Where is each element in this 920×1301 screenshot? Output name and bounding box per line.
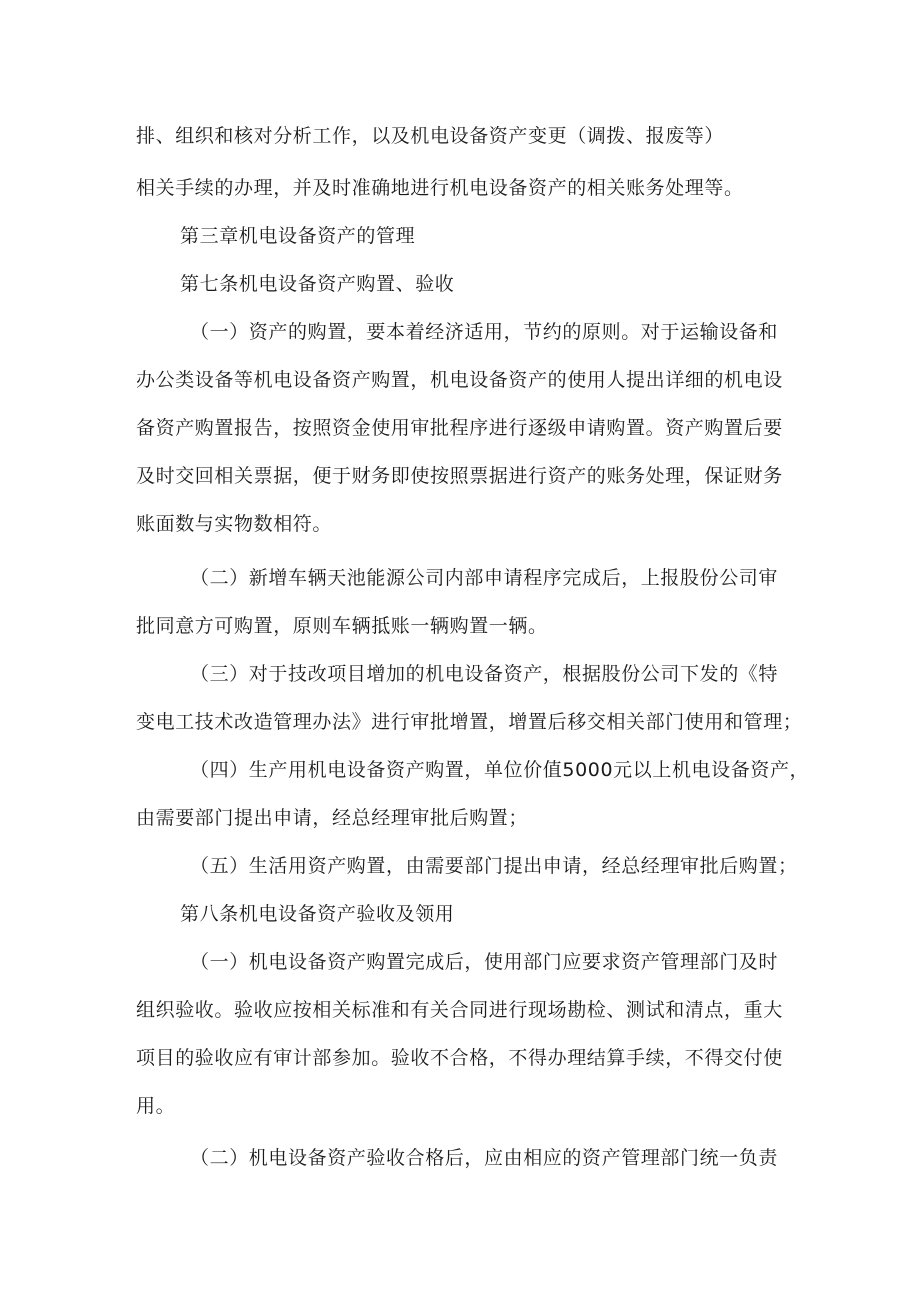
text-line: （四）生产用机电设备资产购置，单位价值5000元以上机电设备资产， — [190, 759, 810, 781]
text-line: 及时交回相关票据，便于财务即使按照票据进行资产的账务处理，保证财务 — [136, 465, 783, 487]
text-line: 批同意方可购置，原则车辆抵账一辆购置一辆。 — [136, 615, 548, 637]
text-line: 办公类设备等机电设备资产购置，机电设备资产的使用人提出详细的机电设 — [136, 369, 783, 391]
text-line: 排、组织和核对分析工作，以及机电设备资产变更（调拨、报废等） — [136, 125, 725, 147]
text-line: 由需要部门提出申请，经总经理审批后购置； — [136, 807, 529, 829]
text-line: 备资产购置报告，按照资金使用审批程序进行逐级申请购置。资产购置后要 — [136, 417, 783, 439]
article-heading: 第七条机电设备资产购置、验收 — [180, 273, 455, 295]
text-line: 变电工技术改造管理办法》进行审批增置，增置后移交相关部门使用和管理； — [136, 711, 803, 733]
article-heading: 第八条机电设备资产验收及领用 — [180, 903, 455, 925]
text-line: 项目的验收应有审计部参加。验收不合格，不得办理结算手续，不得交付使 — [136, 1047, 783, 1069]
text-line: （三）对于技改项目增加的机电设备资产，根据股份公司下发的《特 — [190, 663, 779, 685]
text-line: 账面数与实物数相符。 — [136, 513, 333, 535]
text-line: （一）资产的购置，要本着经济适用，节约的原则。对于运输设备和 — [190, 321, 779, 343]
text-line: 组织验收。验收应按相关标准和有关合同进行现场勘检、测试和清点，重大 — [136, 999, 783, 1021]
text-line: （二）新增车辆天池能源公司内部申请程序完成后，上报股份公司审 — [190, 567, 779, 589]
text-line: （一）机电设备资产购置完成后，使用部门应要求资产管理部门及时 — [190, 951, 779, 973]
text-line: 相关手续的办理，并及时准确地进行机电设备资产的相关账务处理等。 — [136, 177, 744, 199]
text-line: （五）生活用资产购置，由需要部门提出申请，经总经理审批后购置； — [190, 855, 798, 877]
text-line: （二）机电设备资产验收合格后，应由相应的资产管理部门统一负责 — [190, 1147, 779, 1169]
chapter-heading: 第三章机电设备资产的管理 — [180, 225, 416, 247]
text-line: 用。 — [136, 1095, 176, 1117]
